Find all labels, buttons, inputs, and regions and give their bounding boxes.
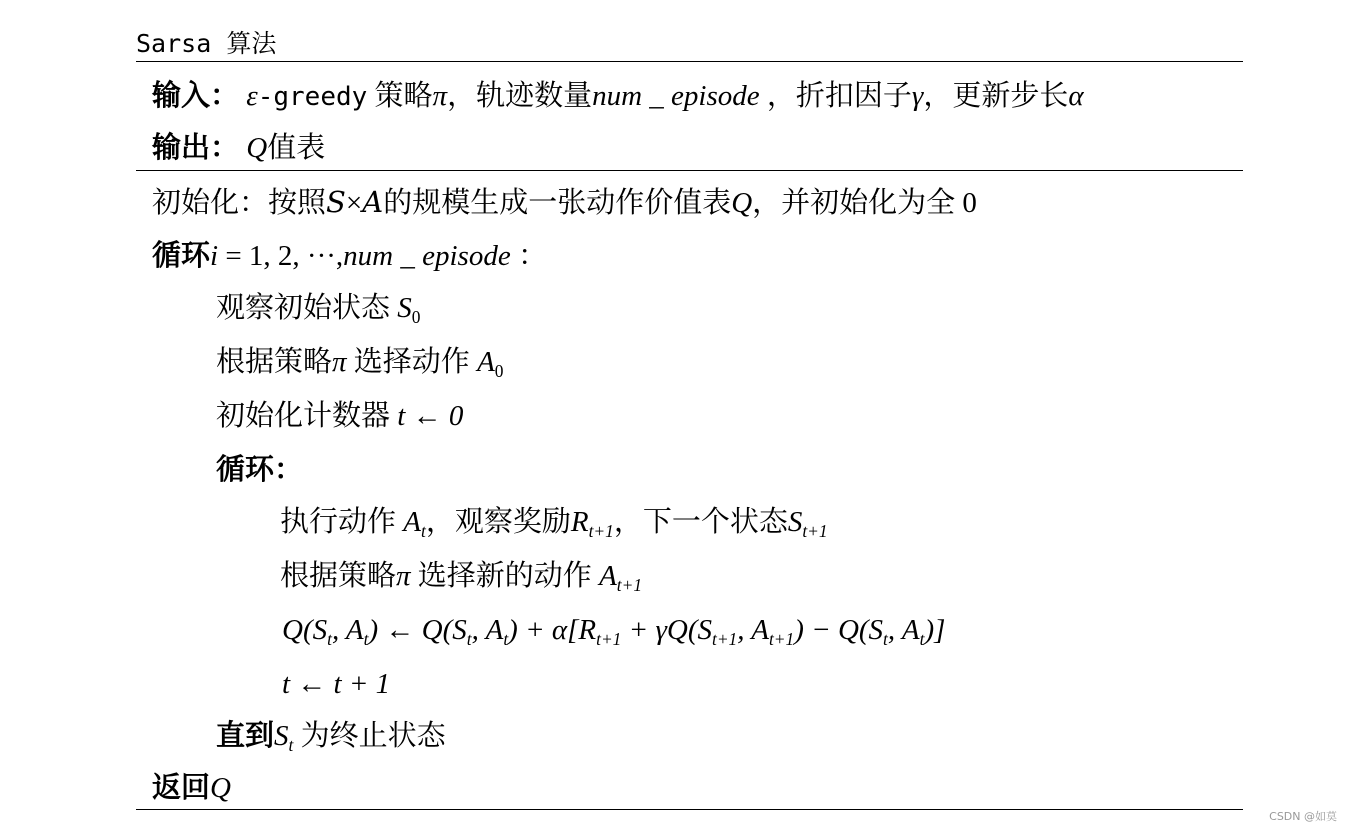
state-subscript: t <box>288 735 294 756</box>
return-line <box>152 774 231 803</box>
q-symbol: Q <box>246 132 268 164</box>
select-init-line <box>216 348 503 380</box>
title-suffix: 算法 <box>226 29 277 58</box>
action-space-symbol: A <box>362 185 384 219</box>
outer-loop-line <box>152 242 547 271</box>
middle-rule <box>136 170 1243 171</box>
state-symbol: S <box>787 506 803 538</box>
until-line <box>216 722 446 754</box>
execute-line <box>280 508 828 540</box>
select-pre: 根据策略 <box>280 560 397 592</box>
watermark: CSDN @如莫 <box>1269 810 1337 823</box>
counter-text: 初始化计数器 <box>216 400 391 432</box>
increment-line <box>282 670 390 699</box>
update-part: Q(S <box>282 614 328 646</box>
counter-init-line <box>216 402 463 431</box>
inner-loop-line <box>216 456 303 485</box>
reward-subscript: t+1 <box>588 521 614 542</box>
return-label: 返回 <box>152 772 211 804</box>
update-sub: t <box>466 629 472 650</box>
until-text: 为终止状态 <box>300 720 446 752</box>
loop-var: i <box>210 240 219 272</box>
output-label: 输出： <box>152 132 240 164</box>
update-rule-line <box>282 616 945 648</box>
output-line <box>152 134 325 163</box>
execute-mid: ，观察奖励 <box>425 506 571 538</box>
update-sub: t+1 <box>711 629 738 650</box>
action-symbol: A <box>477 346 495 378</box>
init-pre: 初始化：按照 <box>152 187 327 219</box>
init-line <box>152 185 977 219</box>
state-space-symbol: S <box>326 185 346 219</box>
state-symbol: S <box>274 720 289 752</box>
update-sub: t <box>327 629 332 650</box>
state-subscript: t+1 <box>802 521 828 542</box>
policy-text: 策略 <box>374 80 433 112</box>
observe-text: 观察初始状态 <box>216 292 391 324</box>
input-label: 输入： <box>152 80 240 112</box>
top-rule <box>136 61 1243 62</box>
update-sub: t <box>883 629 888 650</box>
alpha-symbol: α <box>1068 80 1084 112</box>
q-symbol: Q <box>210 772 231 804</box>
bottom-rule <box>136 809 1243 810</box>
inner-loop-label: 循环： <box>216 454 304 486</box>
action-subscript: t <box>420 521 426 542</box>
reward-symbol: R <box>570 506 589 538</box>
state-symbol: S <box>397 292 412 324</box>
outer-loop-label: 循环 <box>152 240 211 272</box>
colon: ： <box>517 240 547 272</box>
execute-mid2: ，下一个状态 <box>613 506 788 538</box>
update-part: )] <box>924 614 946 646</box>
num-episode: num _ episode <box>343 240 511 272</box>
times-symbol: × <box>345 187 363 219</box>
update-part: , A <box>887 614 920 646</box>
select-new-line <box>280 562 642 594</box>
action-subscript: t+1 <box>616 575 643 596</box>
action-symbol: A <box>599 560 617 592</box>
q-symbol: Q <box>731 187 753 219</box>
gamma-symbol: γ <box>911 80 924 112</box>
greedy-text: -greedy <box>257 82 368 112</box>
loop-range: = 1, 2, ···, <box>225 240 344 272</box>
increment-expr: t ← t + 1 <box>282 668 391 700</box>
execute-pre: 执行动作 <box>280 506 397 538</box>
update-sub: t <box>919 629 925 650</box>
pi-symbol: π <box>396 560 411 592</box>
update-part: , A <box>471 614 504 646</box>
update-part: ) − Q(S <box>794 614 884 646</box>
update-sub: t+1 <box>596 629 622 650</box>
update-sub: t <box>363 629 369 650</box>
epsilon-symbol: ε <box>246 80 258 112</box>
action-subscript: 0 <box>494 361 504 382</box>
update-part: ) ← Q(S <box>368 614 467 646</box>
select-post: 选择新的动作 <box>417 560 592 592</box>
title-name: Sarsa <box>136 29 212 58</box>
select-pre: 根据策略 <box>216 346 333 378</box>
update-sub: t+1 <box>768 629 795 650</box>
counter-expr: t ← 0 <box>397 400 464 432</box>
update-part: , A <box>331 614 364 646</box>
algorithm-title <box>136 24 276 60</box>
action-symbol: A <box>403 506 421 538</box>
num-episode: num _ episode <box>592 80 760 112</box>
update-part: + γQ(S <box>621 614 712 646</box>
output-text: 值表 <box>267 132 326 164</box>
pi-symbol: π <box>332 346 347 378</box>
pi-symbol: π <box>432 80 448 112</box>
trajectory-text: ，轨迹数量 <box>447 80 593 112</box>
select-post: 选择动作 <box>353 346 470 378</box>
until-label: 直到 <box>216 720 275 752</box>
update-part: ) + α[R <box>508 614 597 646</box>
init-post: 的规模生成一张动作价值表 <box>383 187 732 219</box>
input-line <box>152 82 1084 111</box>
update-sub: t <box>503 629 509 650</box>
init-tail: ，并初始化为全 0 <box>752 187 977 219</box>
discount-text: ，折扣因子 <box>766 80 912 112</box>
state-subscript: 0 <box>411 307 421 328</box>
step-text: ，更新步长 <box>923 80 1069 112</box>
update-part: , A <box>737 614 769 646</box>
observe-init-line <box>216 294 420 326</box>
